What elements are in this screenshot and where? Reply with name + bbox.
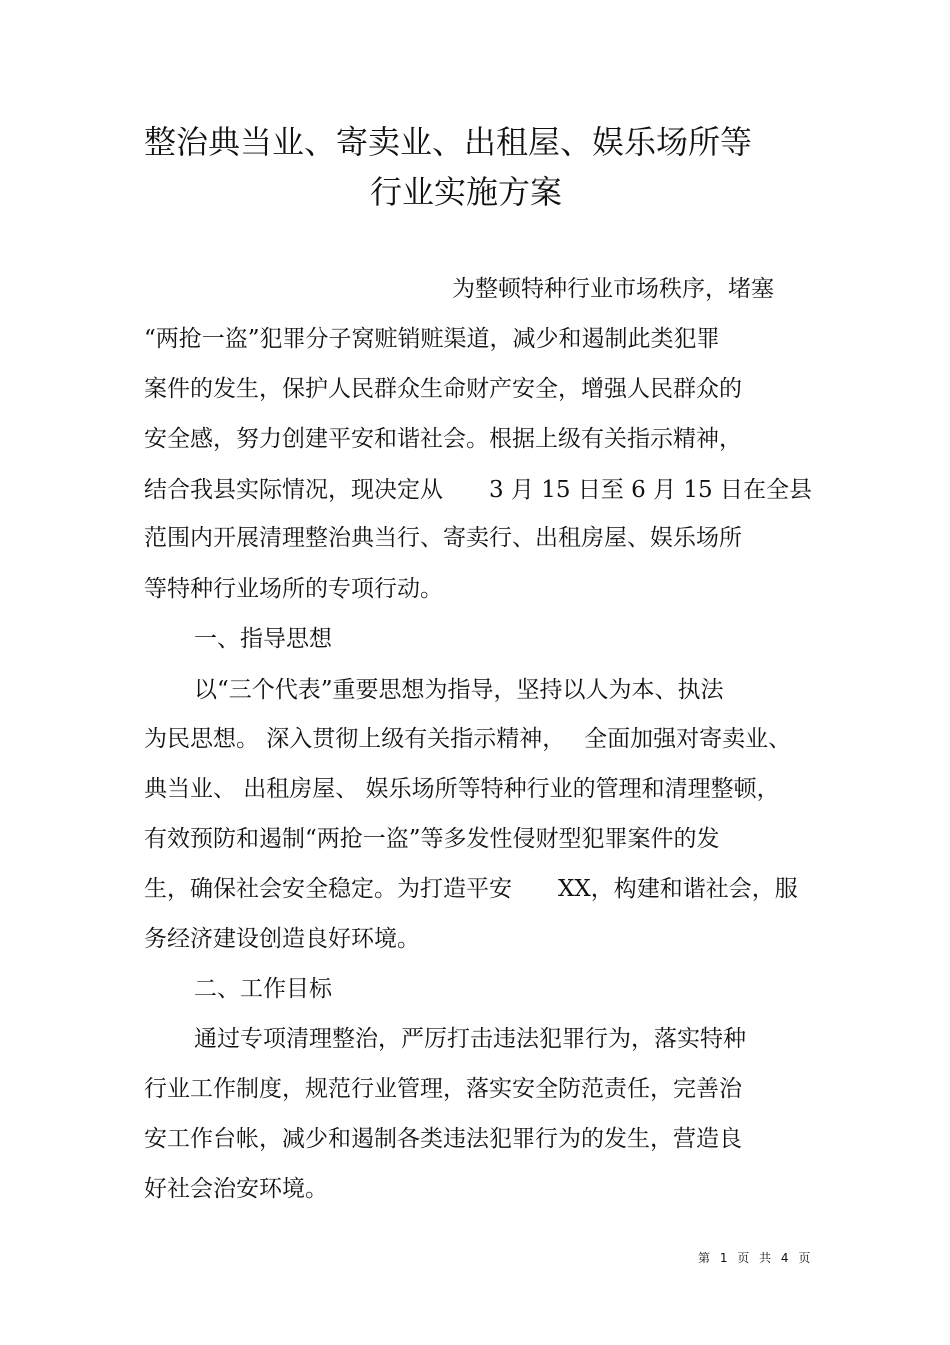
document-title-line-2: 行业实施方案 <box>370 173 563 211</box>
section-body-line: 有效预防和遏制“两抢一盗”等多发性侵财型犯罪案件的发 <box>144 826 720 852</box>
page-number: 第 1 页 共 4 页 <box>698 1251 814 1265</box>
section-body-line: 以“三个代表”重要思想为指导，坚持以人为本、执法 <box>194 677 724 703</box>
section-body-line: 务经济建设创造良好环境。 <box>144 926 420 952</box>
section-heading: 二、工作目标 <box>194 976 332 1002</box>
intro-line: 为整顿特种行业市场秩序，堵塞 <box>452 276 774 302</box>
intro-line: 范围内开展清理整治典当行、寄卖行、出租房屋、娱乐场所 <box>144 525 742 551</box>
intro-line: “两抢一盗”犯罪分子窝赃销赃渠道，减少和遏制此类犯罪 <box>144 326 720 352</box>
section-body-line: 好社会治安环境。 <box>144 1176 328 1202</box>
document-title-line-1: 整治典当业、寄卖业、出租屋、娱乐场所等 <box>144 123 753 161</box>
intro-line: 等特种行业场所的专项行动。 <box>144 576 443 602</box>
section-body-line: 行业工作制度，规范行业管理，落实安全防范责任，完善治 <box>144 1076 742 1102</box>
section-body-line: 为民思想。 深入贯彻上级有关指示精神， 全面加强对寄卖业、 <box>144 726 792 752</box>
intro-line: 结合我县实际情况，现决定从 3 月 15 日至 6 月 15 日在全县 <box>144 477 812 503</box>
section-body-line: 典当业、 出租房屋、 娱乐场所等特种行业的管理和清理整顿， <box>144 776 780 802</box>
section-body-line: 生，确保社会安全稳定。为打造平安 XX，构建和谐社会，服 <box>144 876 798 902</box>
intro-line: 安全感，努力创建平安和谐社会。根据上级有关指示精神， <box>144 426 742 452</box>
section-body-line: 通过专项清理整治，严厉打击违法犯罪行为，落实特种 <box>194 1026 746 1052</box>
section-body-line: 安工作台帐，减少和遏制各类违法犯罪行为的发生，营造良 <box>144 1126 742 1152</box>
section-heading: 一、指导思想 <box>194 626 332 652</box>
intro-line: 案件的发生，保护人民群众生命财产安全，增强人民群众的 <box>144 376 742 402</box>
